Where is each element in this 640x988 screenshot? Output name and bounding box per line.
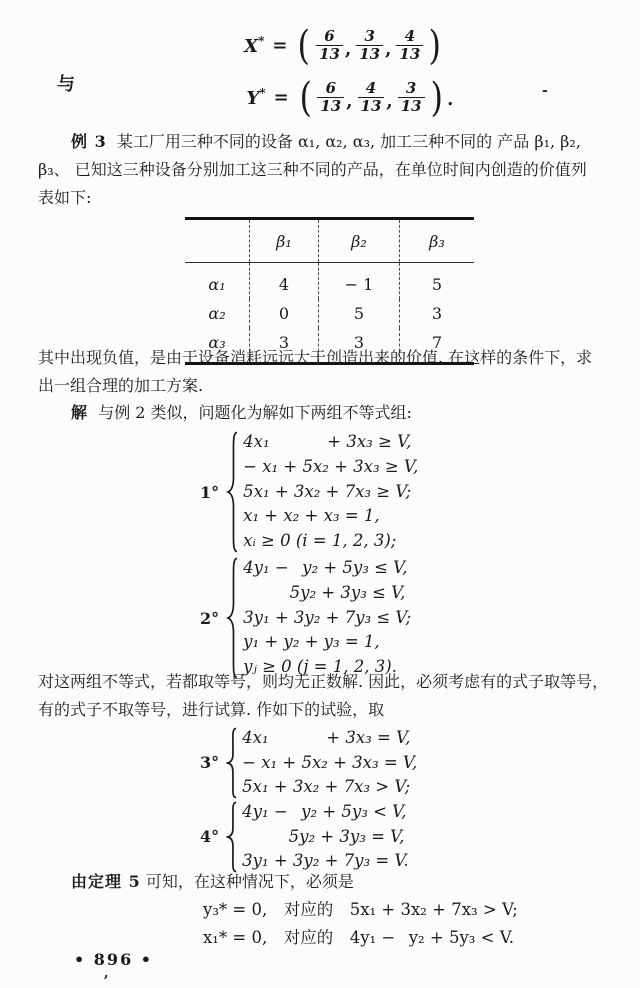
paragraph-line: 出一组合理的加工方案.	[38, 376, 204, 395]
negative-value-paragraph	[38, 344, 610, 400]
equation-line: x₁ + x₂ + x₃ = 1,	[243, 506, 380, 526]
left-brace-icon	[226, 727, 238, 799]
equation-line: y₁ + y₂ + y₃ = 1,	[243, 632, 380, 652]
table-header-cell: β₁	[250, 219, 319, 263]
comma: ,	[346, 90, 353, 112]
equation-line: − x₁ + 5x₂ + 3x₃ ≥ V,	[243, 456, 419, 476]
system-2	[200, 556, 411, 680]
ink-mark: ,	[104, 966, 109, 981]
comma: ,	[385, 38, 392, 60]
cell-value: 0	[250, 299, 319, 328]
conclusion-equation: x₁* = 0, 对应的 4y₁ − y₂ + 5y₃ < V.	[203, 928, 515, 947]
equation-line: 4x₁ + 3x₃ ≥ V,	[243, 432, 412, 451]
equation-line: yⱼ ≥ 0 (j = 1, 2, 3).	[243, 657, 397, 677]
fraction: $\frac{4}{13}$	[358, 80, 385, 116]
system-4	[200, 800, 409, 874]
open-paren: (	[299, 74, 312, 121]
paragraph-text: 可知，在这种情况下，必须是	[145, 872, 354, 891]
paragraph-line: β₃、 已知这三种设备分别加工这三种不同的产品，在单位时间内创造的价值列	[38, 160, 587, 179]
equation-line: 4y₁ − y₂ + 5y₃ ≤ V,	[243, 558, 408, 577]
paragraph-line	[38, 868, 610, 896]
system-label: 1°	[200, 482, 220, 502]
system-label: 4°	[200, 827, 220, 847]
cell-value: 4	[250, 263, 319, 300]
paragraph-text: 与例 2 类似，问题化为解如下两组不等式组:	[98, 403, 412, 422]
equation-line: 5y₂ + 3y₃ = V,	[242, 826, 405, 846]
cell-value: 5	[400, 263, 475, 300]
system-3	[200, 726, 417, 800]
fraction: $\frac{4}{13}$	[396, 28, 423, 64]
period: .	[447, 88, 454, 110]
paragraph-line	[38, 128, 610, 156]
equation-line: 5x₁ + 3x₂ + 7x₃ ≥ V;	[243, 481, 412, 501]
equation-line: − x₁ + 5x₂ + 3x₃ = V,	[242, 752, 418, 772]
formula-variable: Y*	[246, 86, 266, 110]
system-label: 2°	[200, 608, 220, 628]
close-paren: )	[428, 22, 442, 69]
paragraph-line: 其中出现负值，是由于设备消耗远远大于创造出来的价值. 在这样的条件下，求	[38, 348, 593, 367]
paragraph-line: 表如下:	[38, 188, 92, 207]
cell-value: 5	[319, 299, 400, 328]
equation-line: 5x₁ + 3x₂ + 7x₃ > V;	[242, 777, 411, 796]
close-paren: )	[430, 74, 443, 121]
table-header-row	[185, 219, 474, 263]
fraction: $\frac{6}{13}$	[316, 28, 343, 64]
value-table	[185, 217, 474, 365]
fraction: $\frac{3}{13}$	[398, 80, 425, 116]
equation-line: 3y₁ + 3y₂ + 7y₃ = V.	[242, 851, 409, 870]
open-paren: (	[298, 22, 311, 69]
paragraph-line: 对这两组不等式，若都取等号，则均无正数解. 因此，必须考虑有的式子取等号，	[38, 672, 609, 691]
conjunction-text: 与	[57, 74, 75, 95]
left-brace-icon	[226, 556, 239, 680]
paragraph-text: 某工厂用三种不同的设备 α₁, α₂, α₃, 加工三种不同的 产品 β₁, β₂,	[116, 132, 581, 151]
equation-line: 5y₂ + 3y₃ ≤ V,	[243, 582, 406, 602]
theorem-reference: 由定理 5	[71, 872, 141, 891]
cell-value: 3	[319, 328, 400, 364]
theorem-paragraph	[38, 868, 610, 896]
example-label: 例 3	[71, 132, 107, 151]
table-row	[185, 263, 474, 300]
cell-value: 3	[400, 299, 475, 328]
equals-sign: =	[273, 87, 289, 109]
conclusion-equation: y₃* = 0, 对应的 5x₁ + 3x₂ + 7x₃ > V;	[203, 900, 518, 919]
equals-sign: =	[272, 35, 288, 57]
table-header-cell: β₂	[319, 219, 400, 263]
paragraph-line	[38, 399, 610, 427]
row-label: α₃	[208, 333, 226, 352]
page-number: • 896 •	[74, 950, 153, 969]
equation-line: 3y₁ + 3y₂ + 7y₃ ≤ V;	[243, 607, 412, 627]
cell-value: − 1	[319, 263, 400, 300]
left-brace-icon	[226, 430, 239, 554]
system-1	[200, 430, 418, 554]
example-3-paragraph	[38, 128, 610, 212]
equation-line: xᵢ ≥ 0 (i = 1, 2, 3);	[243, 531, 397, 551]
formula-y-star	[0, 74, 640, 121]
trial-paragraph	[38, 668, 610, 724]
cell-value: 7	[400, 328, 475, 364]
table-header-cell: β₃	[400, 219, 475, 263]
comma: ,	[386, 90, 393, 112]
left-brace-icon	[226, 801, 238, 873]
fraction: $\frac{6}{13}$	[317, 80, 344, 116]
formula-variable: X*	[244, 34, 265, 58]
equation-line: 4y₁ − y₂ + 5y₃ < V,	[242, 802, 407, 821]
print-artifact-dash: -	[542, 83, 548, 99]
fraction: $\frac{3}{13}$	[356, 28, 383, 64]
comma: ,	[344, 38, 352, 60]
row-label: α₁	[208, 275, 226, 294]
solution-label: 解	[71, 403, 89, 422]
equation-line: 4x₁ + 3x₃ = V,	[242, 728, 411, 747]
table-header-cell	[185, 219, 250, 263]
system-label: 3°	[200, 753, 220, 773]
paragraph-line: 有的式子不取等号，进行试算. 作如下的试验，取	[38, 700, 385, 719]
table-row	[185, 299, 474, 328]
solution-paragraph	[38, 399, 610, 427]
cell-value: 3	[250, 328, 319, 364]
formula-x-star	[0, 22, 640, 69]
row-label: α₂	[208, 304, 226, 323]
